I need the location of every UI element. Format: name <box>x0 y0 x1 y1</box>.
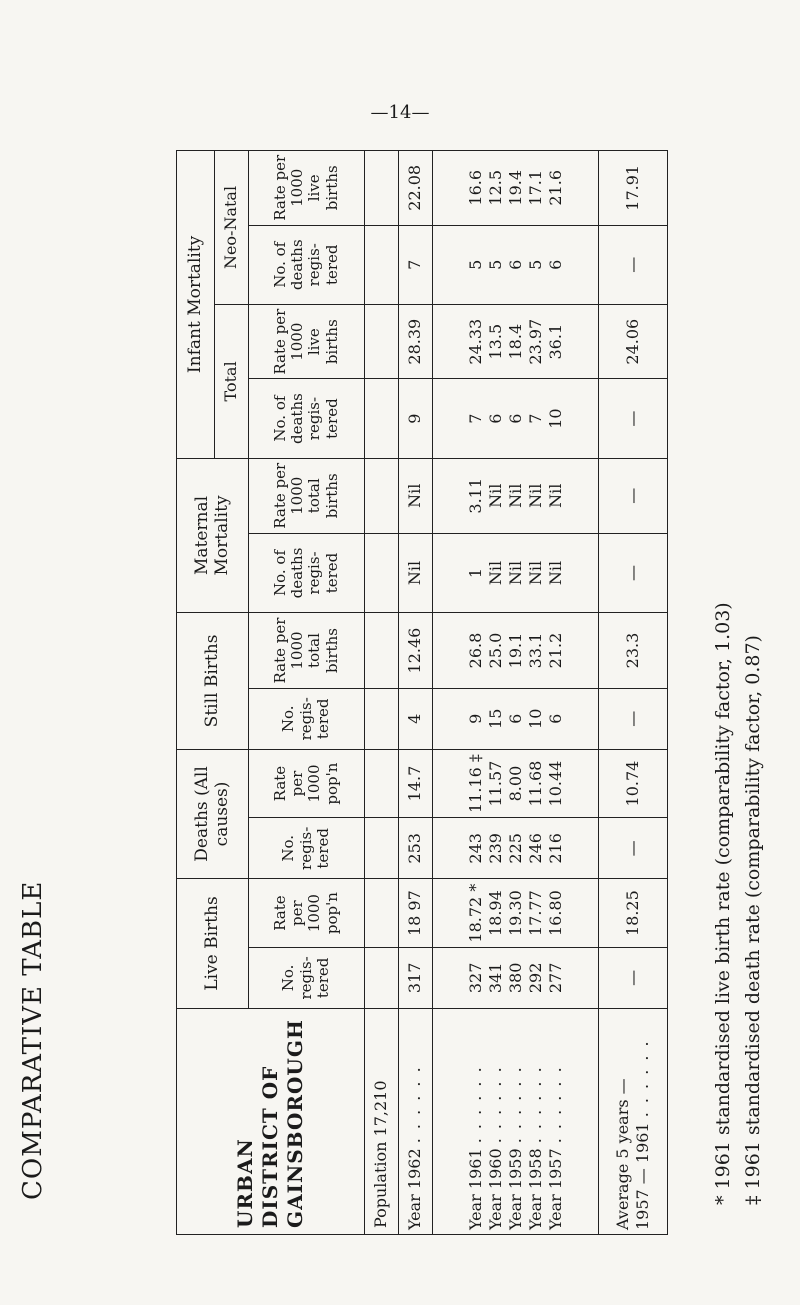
cell-1962-infant-total-no: 9 <box>398 379 432 458</box>
year-label: Year 1957 . . . . . . <box>545 1065 565 1230</box>
cell-1962-deaths-no: 253 <box>398 818 432 879</box>
col-live-births-no: No. regis- tered <box>248 948 364 1009</box>
col-deaths-no: No. regis- tered <box>248 818 364 879</box>
group-infant-mortality: Infant Mortality <box>177 151 215 459</box>
year-label: Year 1961 . . . . . . <box>465 1065 485 1230</box>
average-label-line-1: Average 5 years — <box>612 1078 632 1230</box>
col-still-births-rate: Rate per 1000 total births <box>248 613 364 689</box>
col-neo-natal-rate: Rate per 1000 live births <box>248 151 364 226</box>
comparative-table-rotated <box>176 150 668 1235</box>
population-cell <box>364 304 398 378</box>
population-cell <box>364 613 398 689</box>
cell-1962-infant-total-rate: 28.39 <box>398 304 432 378</box>
cell-1962-maternal-rate: Nil <box>398 458 432 533</box>
cell-years-still-births-no: 9 15 6 10 6 <box>433 688 599 749</box>
cell-avg-infant-total-rate: 24.06 <box>598 304 667 378</box>
population-cell <box>364 151 398 226</box>
cell-years-maternal-rate: 3.11 Nil Nil Nil Nil <box>433 458 599 533</box>
leader-dots: . . . . . . <box>405 1065 425 1144</box>
cell-1962-still-births-no: 4 <box>398 688 432 749</box>
population-cell <box>364 948 398 1009</box>
cell-avg-neo-natal-no: — <box>598 225 667 304</box>
row-years-1957-1961 <box>433 151 599 1235</box>
cell-1962-live-births-no: 317 <box>398 948 432 1009</box>
cell-avg-deaths-rate: 10.74 <box>598 749 667 818</box>
header-row-groups <box>177 151 215 1235</box>
population-cell <box>364 533 398 612</box>
page-number: —14— <box>370 102 430 123</box>
population-cell <box>364 818 398 879</box>
year-label: Year 1959 . . . . . . <box>505 1065 525 1230</box>
group-neo-natal: Neo-Natal <box>214 151 248 305</box>
cell-avg-neo-natal-rate: 17.91 <box>598 151 667 226</box>
cell-years-infant-total-rate: 24.33 13.5 18.4 23.97 36.1 <box>433 304 599 378</box>
average-label-line-2: 1957 — 1961 . . . . . . <box>632 1039 652 1230</box>
group-live-births: Live Births <box>177 879 249 1009</box>
cell-years-deaths-no: 243 239 225 246 216 <box>433 818 599 879</box>
population-cell <box>364 688 398 749</box>
col-infant-total-rate: Rate per 1000 live births <box>248 304 364 378</box>
district-line-1: URBAN DISTRICT OF <box>232 1065 282 1228</box>
average-label-cell <box>598 1008 667 1234</box>
cell-years-neo-natal-rate: 16.6 12.5 19.4 17.1 21.6 <box>433 151 599 226</box>
population-cell <box>364 458 398 533</box>
district-line-2: GAINSBOROUGH <box>282 1019 307 1228</box>
col-maternal-rate: Rate per 1000 total births <box>248 458 364 533</box>
row-label-1962 <box>398 1008 432 1234</box>
cell-avg-still-births-no: — <box>598 688 667 749</box>
page-heading: COMPARATIVE TABLE <box>18 880 48 1200</box>
cell-avg-deaths-no: — <box>598 818 667 879</box>
footnote-death-rate: ‡ 1961 standardised death rate (comparability factor, 0.87) <box>742 635 764 1205</box>
cell-years-live-births-no: 327 341 380 292 277 <box>433 948 599 1009</box>
footnote-birth-rate: * 1961 standardised live birth rate (comparability factor, 1.03) <box>712 602 734 1205</box>
col-maternal-no: No. of deaths regis- tered <box>248 533 364 612</box>
cell-avg-live-births-no: — <box>598 948 667 1009</box>
cell-years-deaths-rate: 11.16 ‡ 11.57 8.00 11.68 10.44 <box>433 749 599 818</box>
population-label: Population 17,210 <box>364 1008 398 1234</box>
population-row <box>364 151 398 1235</box>
cell-1962-neo-natal-rate: 22.08 <box>398 151 432 226</box>
col-deaths-rate: Rate per 1000 pop'n <box>248 749 364 818</box>
col-neo-natal-no: No. of deaths regis- tered <box>248 225 364 304</box>
year-labels-cell <box>433 1008 599 1234</box>
comparative-table <box>176 150 668 1235</box>
cell-avg-still-births-rate: 23.3 <box>598 613 667 689</box>
population-cell <box>364 225 398 304</box>
cell-1962-still-births-rate: 12.46 <box>398 613 432 689</box>
group-still-births: Still Births <box>177 613 249 750</box>
population-cell <box>364 379 398 458</box>
year-label: Year 1960 . . . . . . <box>485 1065 505 1230</box>
group-deaths: Deaths (All causes) <box>177 749 249 879</box>
cell-1962-neo-natal-no: 7 <box>398 225 432 304</box>
col-infant-total-no: No. of deaths regis- tered <box>248 379 364 458</box>
cell-years-maternal-no: 1 Nil Nil Nil Nil <box>433 533 599 612</box>
population-cell <box>364 749 398 818</box>
cell-years-neo-natal-no: 5 5 6 5 6 <box>433 225 599 304</box>
group-maternal-mortality: Maternal Mortality <box>177 458 249 612</box>
cell-avg-infant-total-no: — <box>598 379 667 458</box>
row-average <box>598 151 667 1235</box>
cell-1962-live-births-rate: 18 97 <box>398 879 432 948</box>
cell-years-live-births-rate: 18.72 * 18.94 19.30 17.77 16.80 <box>433 879 599 948</box>
population-cell <box>364 879 398 948</box>
cell-years-infant-total-no: 7 6 6 7 10 <box>433 379 599 458</box>
year-label: Year 1958 . . . . . . <box>525 1065 545 1230</box>
cell-years-still-births-rate: 26.8 25.0 19.1 33.1 21.2 <box>433 613 599 689</box>
cell-1962-maternal-no: Nil <box>398 533 432 612</box>
group-infant-total: Total <box>214 304 248 458</box>
cell-1962-deaths-rate: 14.7 <box>398 749 432 818</box>
cell-avg-live-births-rate: 18.25 <box>598 879 667 948</box>
district-heading <box>177 1008 365 1234</box>
cell-avg-maternal-rate: — <box>598 458 667 533</box>
year-label-1962: Year 1962 <box>405 1148 425 1230</box>
col-still-births-no: No. regis- tered <box>248 688 364 749</box>
row-year-1962 <box>398 151 432 1235</box>
cell-avg-maternal-no: — <box>598 533 667 612</box>
col-live-births-rate: Rate per 1000 pop'n <box>248 879 364 948</box>
